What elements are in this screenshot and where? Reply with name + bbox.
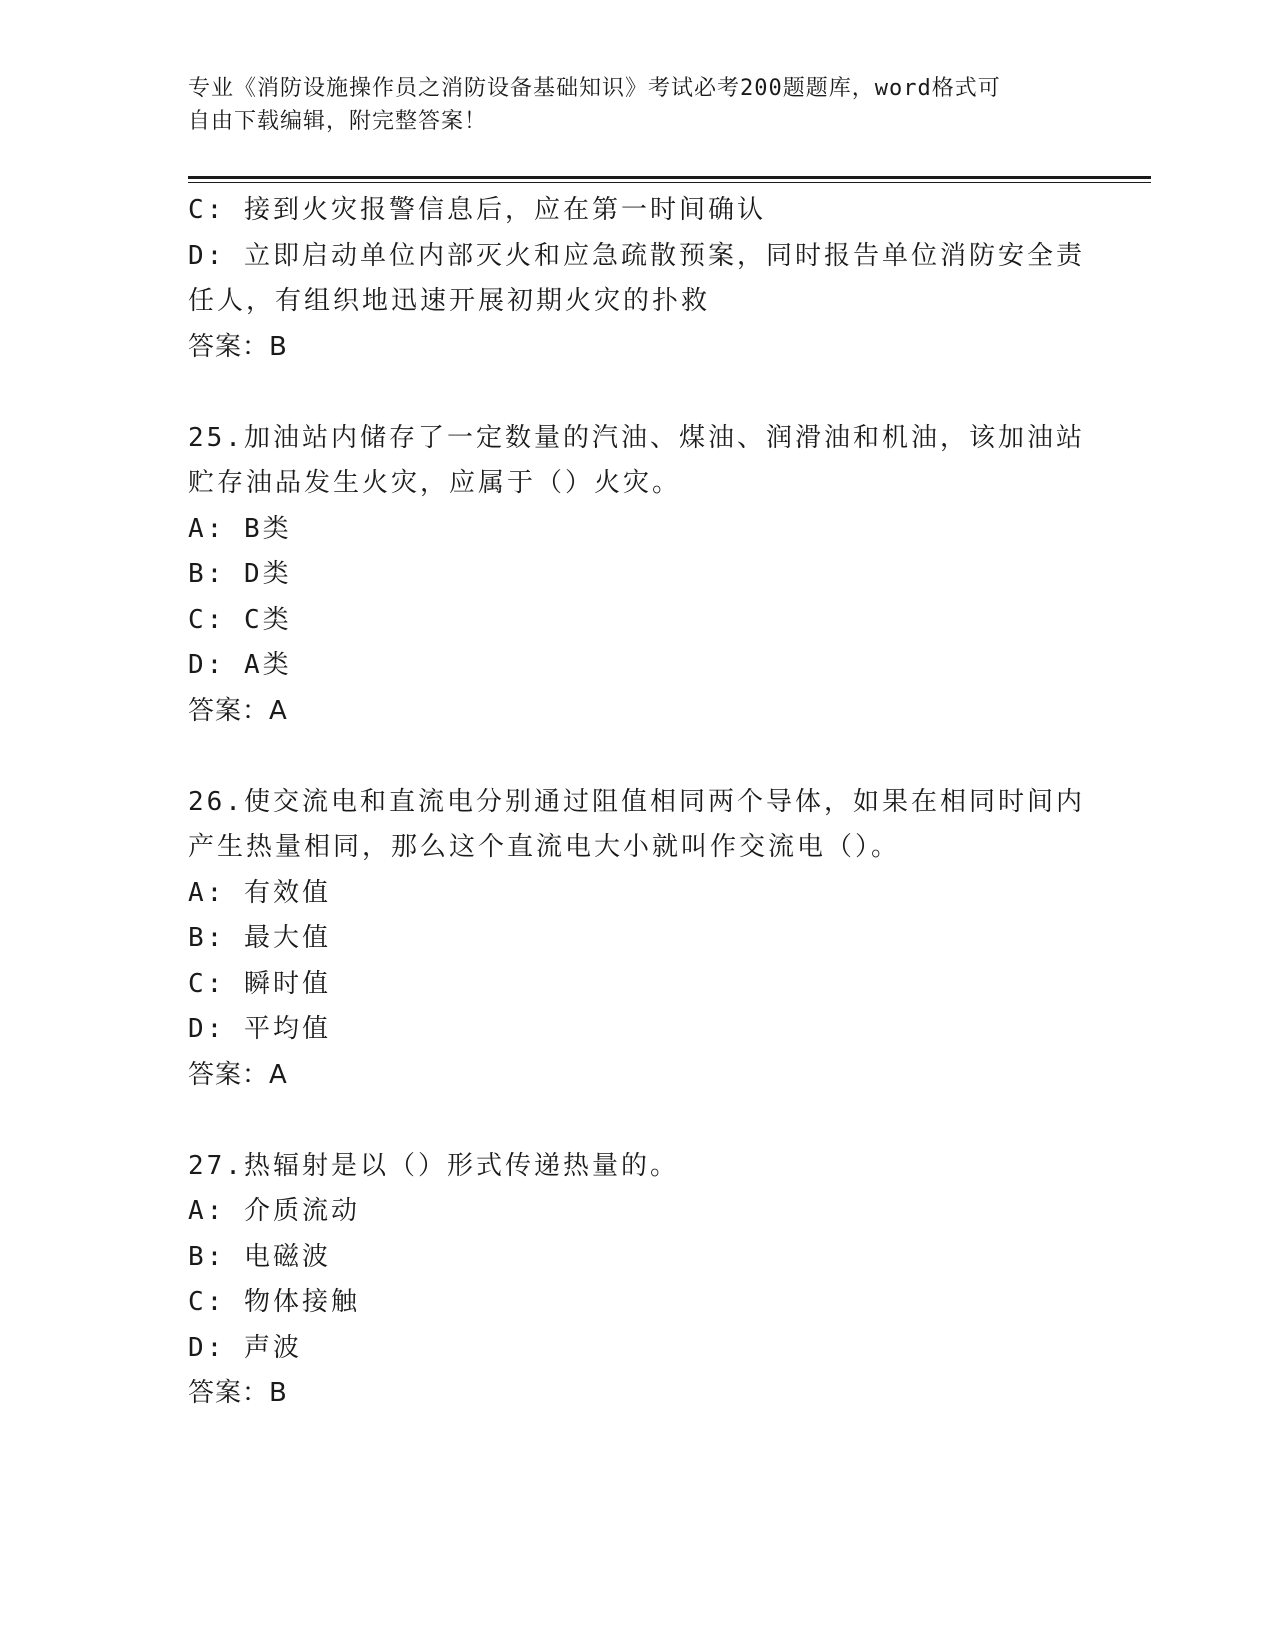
answer: 答案：B xyxy=(188,1378,288,1408)
header-line-2: 自由下载编辑，附完整答案！ xyxy=(188,109,488,134)
spacer xyxy=(188,1098,1088,1144)
spacer xyxy=(188,734,1088,780)
question-25 xyxy=(188,416,1088,735)
option-b: B: 最大值 xyxy=(188,923,331,953)
question-stem-line-1: 26.使交流电和直流电分别通过阻值相同两个导体，如果在相同时间内 xyxy=(188,786,1085,817)
option-a: A: 有效值 xyxy=(188,877,331,908)
option-d: D: 平均值 xyxy=(188,1014,331,1044)
question-26 xyxy=(188,780,1088,1099)
carryover-question xyxy=(188,188,1088,370)
header-divider-thin xyxy=(188,182,1151,183)
option-a: A: B类 xyxy=(188,513,292,544)
option-d: D: A类 xyxy=(188,650,292,680)
option-c: C: 物体接触 xyxy=(188,1287,360,1317)
header-divider-thick xyxy=(188,176,1151,179)
spacer xyxy=(188,370,1088,416)
question-stem-line-2: 产生热量相同，那么这个直流电大小就叫作交流电（）。 xyxy=(188,832,901,862)
answer: 答案：B xyxy=(188,331,288,362)
option-c: C: 瞬时值 xyxy=(188,968,331,999)
option-c: C: 接到火灾报警信息后，应在第一时间确认 xyxy=(188,195,766,225)
question-stem-line-1: 25.加油站内储存了一定数量的汽油、煤油、润滑油和机油，该加油站 xyxy=(188,422,1085,453)
option-d-line-1: D: 立即启动单位内部灭火和应急疏散预案，同时报告单位消防安全责 xyxy=(188,240,1085,271)
question-content xyxy=(188,188,1088,1417)
question-stem-line-1: 27.热辐射是以（）形式传递热量的。 xyxy=(188,1150,679,1181)
option-c: C: C类 xyxy=(188,604,292,635)
option-b: B: D类 xyxy=(188,559,292,589)
answer: 答案：A xyxy=(188,1059,288,1090)
option-d: D: 声波 xyxy=(188,1332,302,1363)
header-line-1: 专业《消防设施操作员之消防设备基础知识》考试必考200题题库，word格式可 xyxy=(188,76,1001,101)
question-27 xyxy=(188,1144,1088,1417)
answer: 答案：A xyxy=(188,695,288,726)
option-a: A: 介质流动 xyxy=(188,1196,360,1226)
document-header xyxy=(188,72,1068,138)
option-b: B: 电磁波 xyxy=(188,1241,331,1272)
option-d-line-2: 任人，有组织地迅速开展初期火灾的扑救 xyxy=(188,286,711,316)
question-stem-line-2: 贮存油品发生火灾，应属于（）火灾。 xyxy=(188,468,682,498)
